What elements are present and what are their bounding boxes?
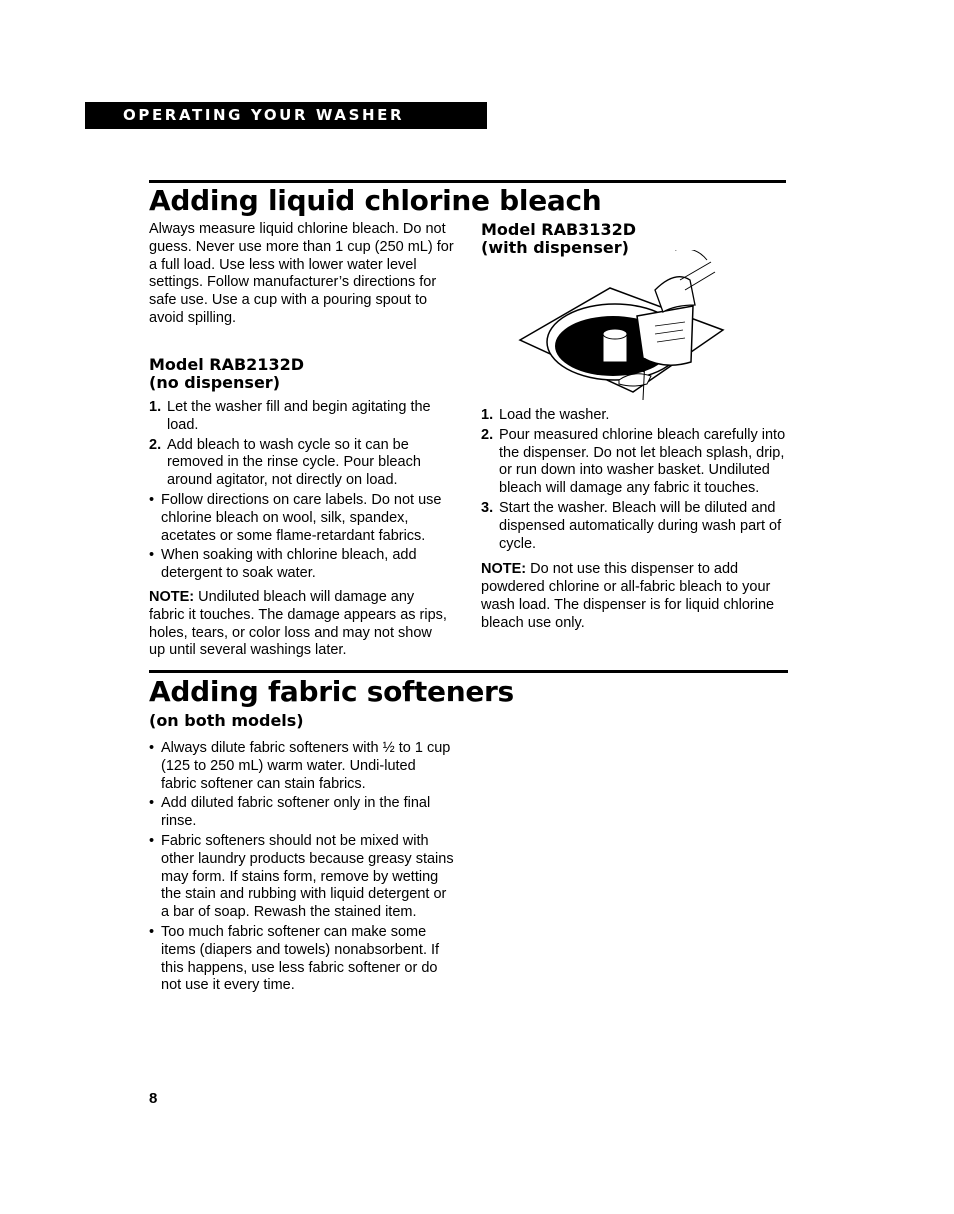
note-text: Undiluted bleach will damage any fabric it touches. The damage appears as rips, holes, tears, or color loss and may not show up until several washings later. [149, 588, 447, 659]
list-item: • When soaking with chlorine bleach, add detergent to soak water. [149, 547, 417, 582]
bleach-dispenser-illustration [515, 250, 730, 410]
no-dispenser-column [149, 399, 457, 660]
softeners-column [149, 740, 454, 997]
list-item: 2. Pour measured chlorine bleach carefully into the dispenser. Do not let bleach splash, drip, or run down into washer basket. Undiluted bleach will damage any fabric it touches. [481, 426, 786, 497]
with-dispenser-column [481, 407, 787, 633]
with-dispenser-label: (with dispenser) [481, 238, 629, 257]
note-label: NOTE: [149, 588, 195, 605]
page-title: Adding liquid chlorine bleach [149, 184, 602, 217]
list-item: • Always dilute fabric softeners with ½ to 1 cup (125 to 250 mL) warm water. Undi-luted fabric softener can stain fabrics. [149, 740, 451, 792]
no-dispenser-steps [149, 399, 457, 490]
with-dispenser-steps [481, 407, 787, 553]
section-rule [149, 670, 788, 673]
no-dispenser-label: (no dispenser) [149, 373, 280, 392]
list-item: 1. Load the washer. [481, 407, 610, 423]
section-banner: OPERATING YOUR WASHER [85, 102, 487, 129]
softeners-title: Adding fabric softeners [149, 675, 514, 708]
with-dispenser-model: Model RAB3132D [481, 220, 636, 239]
list-item: • Add diluted fabric softener only in the final rinse. [149, 795, 431, 830]
no-dispenser-heading [149, 356, 304, 392]
page-number: 8 [149, 1090, 158, 1107]
with-dispenser-note [481, 561, 777, 632]
list-item: 2. Add bleach to wash cycle so it can be removed in the rinse cycle. Pour bleach around agitator, not directly on load. [149, 436, 421, 489]
bleach-intro [149, 221, 454, 328]
list-item: • Too much fabric softener can make some items (diapers and towels) nonabsorbent. If this happens, use less fabric softener or do not use it every time. [149, 923, 440, 994]
list-item: 3. Start the washer. Bleach will be diluted and dispensed automatically during wash part of cycle. [481, 499, 782, 552]
intro-text: Always measure liquid chlorine bleach. Do not guess. Never use more than 1 cup (250 mL) for a full load. Use less with lower water level settings. Follow manufacturer’s directions for safe use. Use a cup with a pouring spout to avoid spilling. [149, 221, 454, 326]
no-dispenser-model: Model RAB2132D [149, 355, 304, 374]
no-dispenser-note [149, 589, 449, 660]
title-rule [149, 180, 786, 183]
list-item: • Fabric softeners should not be mixed with other laundry products because greasy stains may form. If stains form, remove by wetting the stain and rubbing with liquid detergent or a bar of soap. Rewash the stained item. [149, 832, 454, 921]
list-item: • Follow directions on care labels. Do not use chlorine bleach on wool, silk, spandex, acetates or some flame-retardant fabrics. [149, 491, 442, 544]
softeners-subtitle: (on both models) [149, 711, 304, 730]
note-text: Do not use this dispenser to add powdered chlorine or all-fabric bleach to your wash load. The dispenser is for liquid chlorine bleach use only. [481, 561, 775, 631]
note-label: NOTE: [481, 561, 527, 578]
list-item: 1. Let the washer fill and begin agitating the load. [149, 399, 431, 433]
